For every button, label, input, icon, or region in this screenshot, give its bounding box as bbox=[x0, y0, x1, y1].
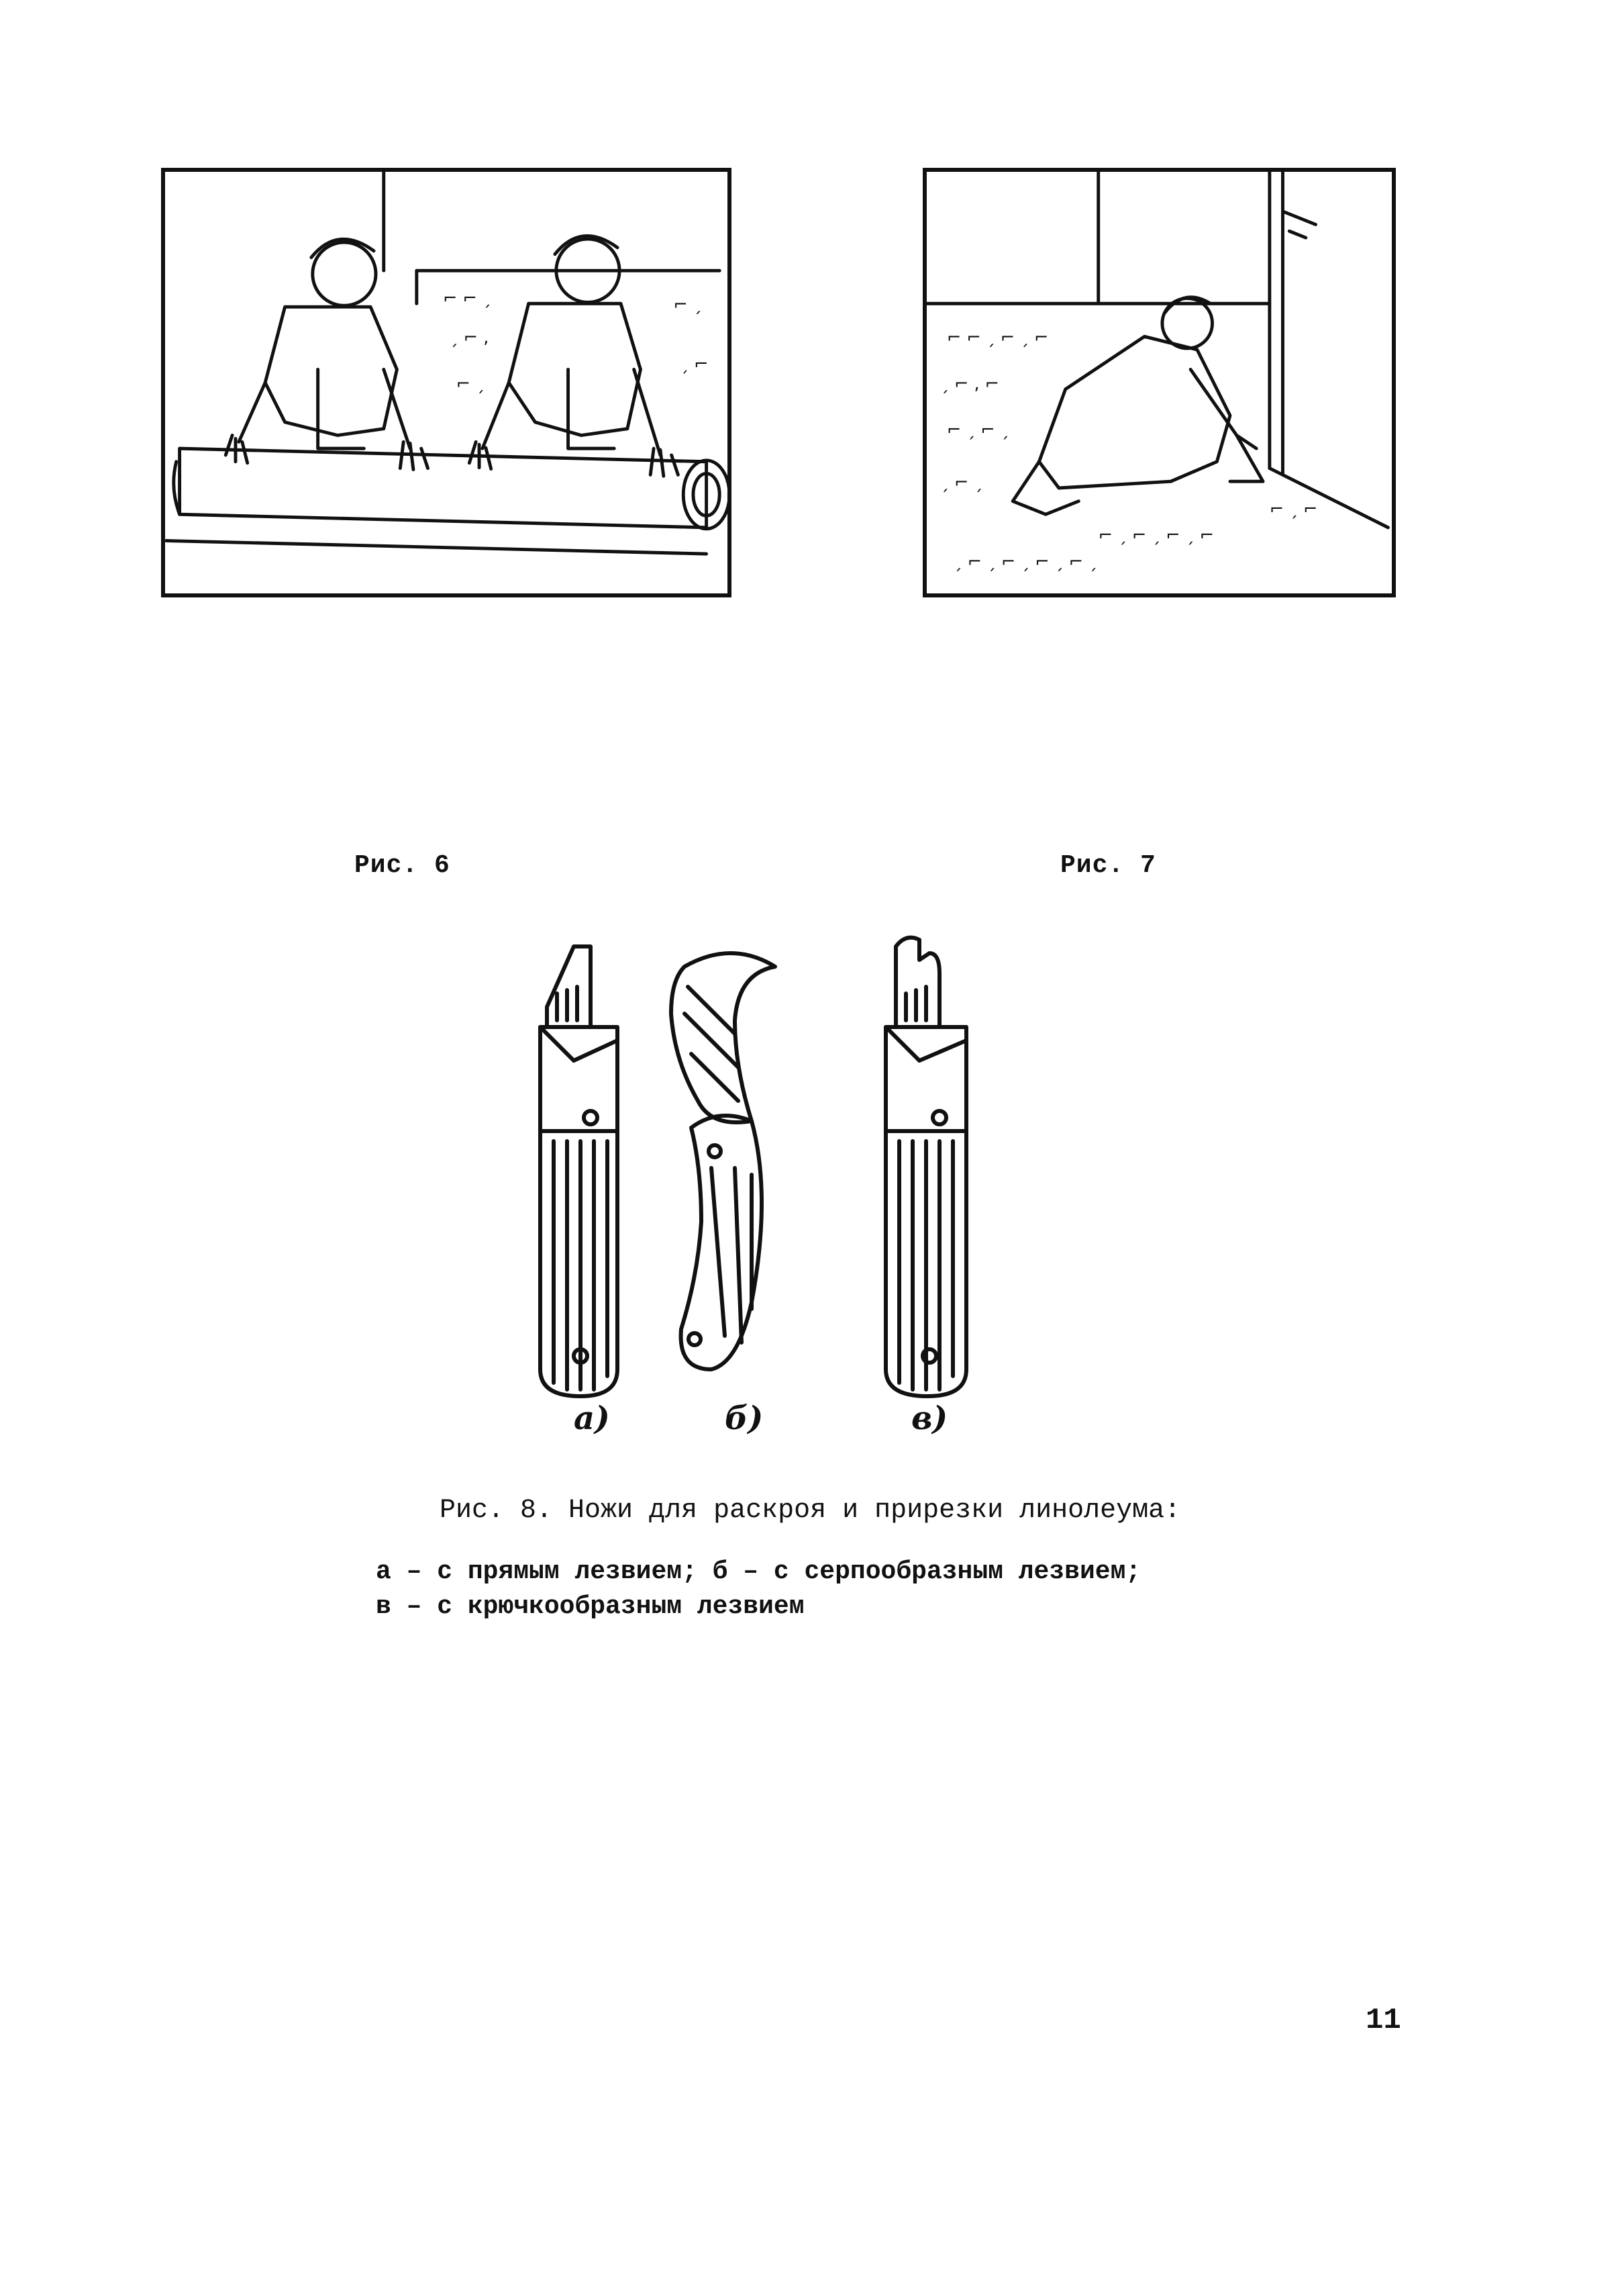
knife-a-straight-blade bbox=[540, 946, 617, 1396]
figure-8-legend-line-2: в – с крючкообразным лезвием bbox=[376, 1592, 805, 1621]
svg-text:ˏ ⌐ , ⌐: ˏ ⌐ , ⌐ bbox=[940, 373, 1000, 394]
figure-6-caption: Рис. 6 bbox=[354, 851, 450, 880]
knife-b-label: б) bbox=[725, 1400, 764, 1437]
knife-c-hook-blade bbox=[886, 938, 966, 1396]
knife-c-label: в) bbox=[911, 1400, 948, 1437]
svg-text:ˏ ⌐ ,: ˏ ⌐ , bbox=[449, 328, 489, 348]
knife-b-sickle-blade bbox=[671, 953, 775, 1369]
figure-6-illustration bbox=[161, 168, 731, 597]
svg-text:⌐ ˏ ⌐ ˏ: ⌐ ˏ ⌐ ˏ bbox=[947, 420, 1009, 440]
svg-text:ˏ ⌐: ˏ ⌐ bbox=[680, 354, 709, 375]
knife-a-label: а) bbox=[574, 1400, 610, 1437]
worker-trimming-linoleum-drawing bbox=[927, 172, 1392, 593]
svg-text:ˏ ⌐ ˏ ⌐ ˏ ⌐ ˏ ⌐ ˏ: ˏ ⌐ ˏ ⌐ ˏ ⌐ ˏ ⌐ ˏ bbox=[953, 551, 1097, 572]
figure-8-legend-line-1: а – с прямым лезвием; б – с серпообразным лезвием; bbox=[376, 1557, 1141, 1586]
figure-7-caption: Рис. 7 bbox=[1060, 851, 1156, 880]
figure-8-knives-drawing bbox=[510, 926, 1020, 1457]
svg-text:⌐ ˏ: ⌐ ˏ bbox=[456, 373, 485, 394]
figure-7-illustration bbox=[923, 168, 1396, 597]
svg-text:⌐ ˏ: ⌐ ˏ bbox=[673, 295, 702, 315]
svg-text:⌐ ˏ ⌐: ⌐ ˏ ⌐ bbox=[1269, 499, 1318, 520]
svg-text:⌐ ⌐ ˏ: ⌐ ⌐ ˏ bbox=[443, 288, 491, 309]
page-number: 11 bbox=[1366, 2004, 1401, 2037]
svg-text:⌐ ˏ ⌐ ˏ ⌐ ˏ ⌐: ⌐ ˏ ⌐ ˏ ⌐ ˏ ⌐ bbox=[1098, 525, 1215, 546]
svg-text:⌐ ⌐ ˏ ⌐ ˏ ⌐: ⌐ ⌐ ˏ ⌐ ˏ ⌐ bbox=[947, 328, 1049, 348]
workers-unrolling-linoleum-drawing bbox=[165, 172, 727, 593]
svg-text:ˏ ⌐ ˏ: ˏ ⌐ ˏ bbox=[940, 473, 983, 493]
figure-8-title: Рис. 8. Ножи для раскроя и прирезки линолеума: bbox=[440, 1496, 1181, 1526]
